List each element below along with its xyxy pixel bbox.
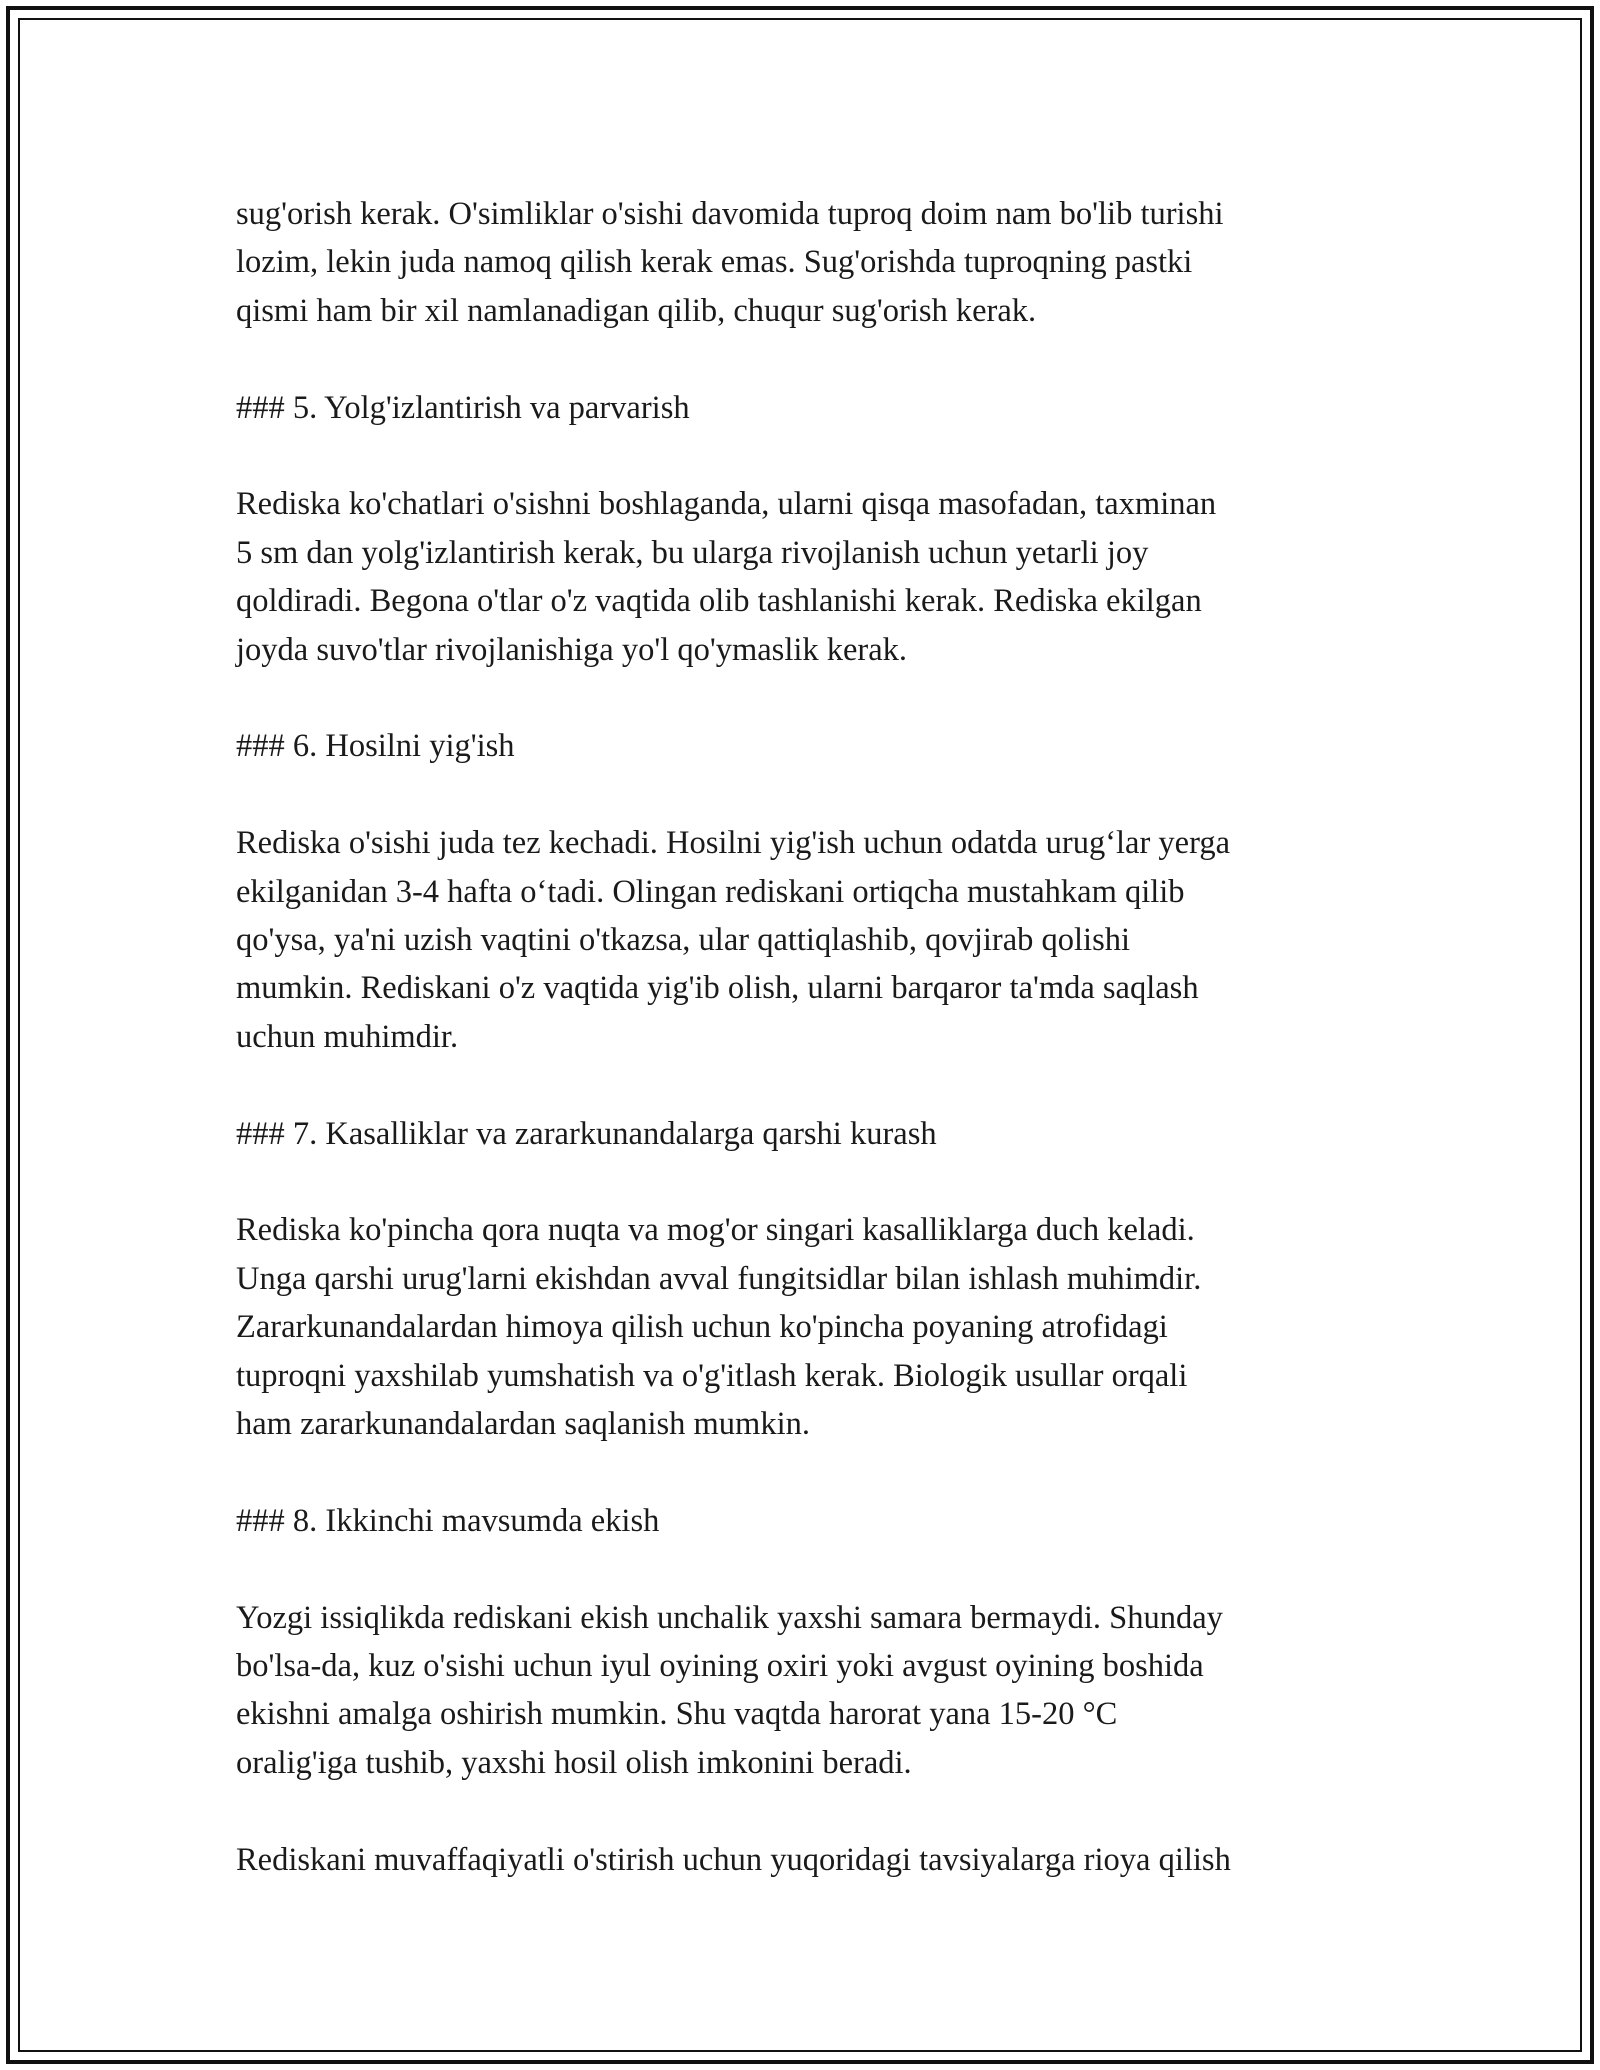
paragraph-sugorish-continuation: sug'orish kerak. O'simliklar o'sishi davomida tuproq doim nam bo'lib turishi lozim, lekin juda namoq qilish kerak emas. Sug'orishda tuproqning pastki qismi ham bir xil namlanadigan qilib, chuqur sug'orish kerak. [236, 196, 1224, 329]
heading-section-8: ### 8. Ikkinchi mavsumda ekish [236, 1502, 660, 1539]
heading-section-6: ### 6. Hosilni yig'ish [236, 728, 515, 765]
document-body [236, 190, 1366, 1884]
paragraph-thinning: Rediska ko'chatlari o'sishni boshlaganda, ularni qisqa masofadan, taxminan 5 sm dan yolg'izlantirish kerak, bu ularga rivojlanish uchun yetarli joy qoldiradi. Begona o'tlar o'z vaqtida olib tashlanishi kerak. Rediska ekilgan joyda suvo'tlar rivojlanishiga yo'l qo'ymaslik kerak. [236, 486, 1217, 668]
paragraph-conclusion: Rediskani muvaffaqiyatli o'stirish uchun yuqoridagi tavsiyalarga rioya qilish [236, 1841, 1231, 1878]
paragraph-second-season: Yozgi issiqlikda rediskani ekish unchalik yaxshi samara bermaydi. Shunday bo'lsa-da, kuz o'sishi uchun iyul oyining oxiri yoki avgust oyining boshida ekishni amalga oshirish mumkin. Shu vaqtda harorat yana 15-20 °C oralig'iga tushib, yaxshi hosil olish imkonini beradi. [236, 1599, 1223, 1781]
paragraph-harvest: Rediska o'sishi juda tez kechadi. Hosilni yig'ish uchun odatda urug‘lar yerga ekilganidan 3-4 hafta o‘tadi. Olingan rediskani ortiqcha mustahkam qilib qo'ysa, ya'ni uzish vaqtini o'tkazsa, ular qattiqlashib, qovjirab qolishi mumkin. Rediskani o'z vaqtida yig'ib olish, ularni barqaror ta'mda saqlash uchun muhimdir. [236, 825, 1231, 1055]
paragraph-diseases: Rediska ko'pincha qora nuqta va mog'or singari kasalliklarga duch keladi. Unga qarshi urug'larni ekishdan avval fungitsidlar bilan ishlash muhimdir. Zararkunandalardan himoya qilish uchun ko'pincha poyaning atrofidagi tuproqni yaxshilab yumshatish va o'g'itlash kerak. Biologik usullar orqali ham zararkunandalardan saqlanish mumkin. [236, 1212, 1202, 1443]
heading-section-5: ### 5. Yolg'izlantirish va parvarish [236, 389, 690, 426]
heading-section-7: ### 7. Kasalliklar va zararkunandalarga qarshi kurash [236, 1115, 937, 1152]
